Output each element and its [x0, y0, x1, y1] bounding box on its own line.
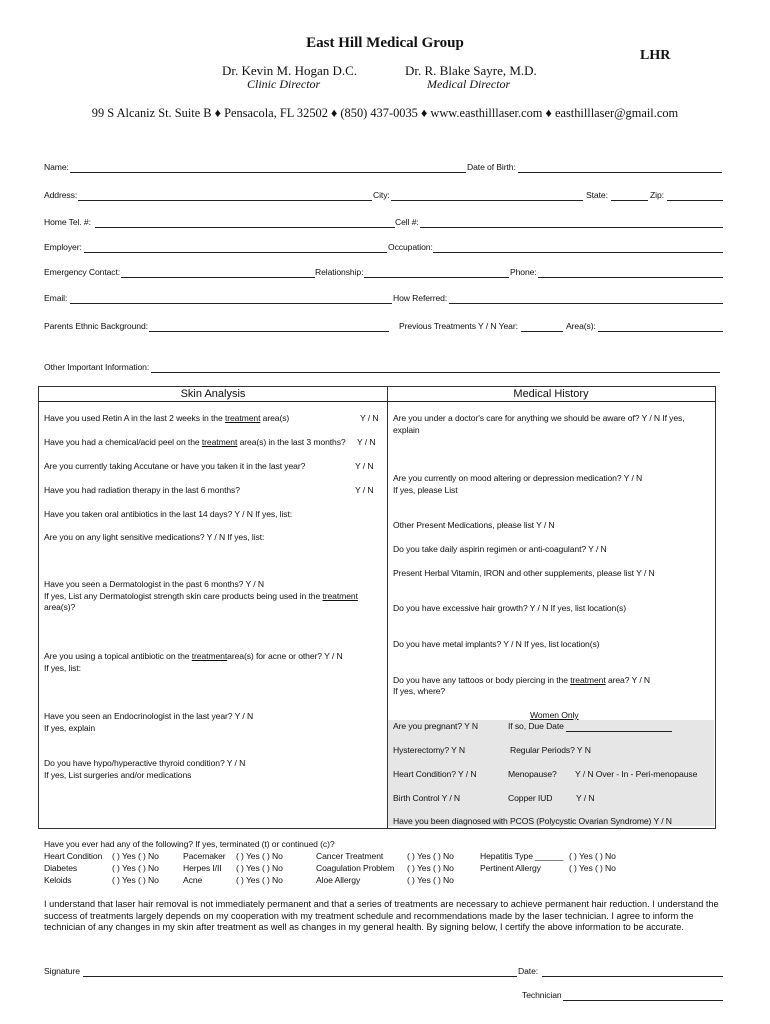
zip-field[interactable] [667, 200, 723, 201]
how-referred-field[interactable] [449, 303, 723, 304]
phone-field[interactable] [538, 277, 723, 278]
cond-yn-checkbox[interactable]: ( ) Yes ( ) No [569, 851, 616, 861]
cond-yn-checkbox[interactable]: ( ) Yes ( ) No [407, 863, 454, 873]
med-m8a: Do you have any tattoos or body piercing in the treatment area? Y / N [393, 675, 650, 685]
women-q2b: Regular Periods? Y N [510, 745, 591, 755]
cond-yn-checkbox[interactable]: ( ) Yes ( ) No [236, 851, 283, 861]
skin-q4-yn[interactable]: Y / N [355, 485, 374, 495]
skin-q1: Have you used Retin A in the last 2 weeks in the treatment area(s) [44, 413, 290, 423]
home-tel-label: Home Tel. #: [44, 217, 91, 227]
emergency-label: Emergency Contact: [44, 267, 121, 277]
women-q2: Hysterectomy? Y N [393, 745, 466, 755]
med-m3: Other Present Medications, please list Y / N [393, 520, 555, 530]
consent-text: I understand that laser hair removal is not immediately permanent and that a series of treatments are necessary to achieve permanent hair reduction. I understand the success of treatments largely depends on my cooperation with my treatment schedule and recommendations made by the laser technician. I agree to inform the technician of any changes in my skin after treatment as well as changes in my general health. By signing below, I certify the above information to be accurate. [44, 899, 719, 932]
cond-name-label: Hepatitis Type ______ [480, 851, 564, 861]
name-label: Name: [44, 162, 69, 172]
women-q4: Birth Control Y / N [393, 793, 461, 803]
address-line: 99 S Alcaniz St. Suite B ♦ Pensacola, FL 32502 ♦ (850) 437-0035 ♦ www.easthilllaser.com ♦ easthilllaser@gmail.com [91, 106, 679, 120]
signature-field[interactable] [83, 976, 517, 977]
doctor1-name: Dr. Kevin M. Hogan D.C. [222, 63, 358, 78]
cond-name-label: Acne [183, 875, 203, 885]
cond-yn-checkbox[interactable]: ( ) Yes ( ) No [112, 851, 159, 861]
header-divider [39, 401, 715, 402]
women-q4b: Copper IUD [508, 793, 553, 803]
skin-q7c: area(s)? [44, 602, 76, 612]
skin-q7b: If yes, List any Dermatologist strength skin care products being used in the treatment [44, 591, 358, 601]
parents-ethnic-field[interactable] [149, 331, 389, 332]
med-m2a: Are you currently on mood altering or depression medication? Y / N [393, 473, 643, 483]
dob-field[interactable] [518, 172, 722, 173]
skin-q2: Have you had a chemical/acid peel on the treatment area(s) in the last 3 months? [44, 437, 346, 447]
women-q4c: Y / N [576, 793, 595, 803]
skin-q10b: If yes, List surgeries and/or medications [44, 770, 192, 780]
cell-label: Cell #: [395, 217, 419, 227]
medical-history-heading: Medical History [513, 388, 589, 400]
cond-yn-checkbox[interactable]: ( ) Yes ( ) No [112, 863, 159, 873]
skin-q3: Are you currently taking Accutane or have you taken it in the last year? [44, 461, 306, 471]
skin-q8a: Are you using a topical antibiotic on the treatmentarea(s) for acne or other? Y / N [44, 651, 343, 661]
date-label: Date: [518, 966, 539, 976]
occupation-label: Occupation: [388, 242, 433, 252]
women-q5: Have you been diagnosed with PCOS (Polycystic Ovarian Syndrome) Y / N [393, 816, 672, 826]
city-label: City: [373, 190, 390, 200]
occupation-field[interactable] [433, 252, 723, 253]
skin-q10a: Do you have hypo/hyperactive thyroid condition? Y / N [44, 758, 246, 768]
skin-q7a: Have you seen a Dermatologist in the past 6 months? Y / N [44, 579, 264, 589]
women-q3c: Y / N Over - In - Peri-menopause [575, 769, 698, 779]
skin-analysis-heading: Skin Analysis [180, 388, 246, 400]
name-field[interactable] [70, 172, 466, 173]
women-q3b: Menopause? [508, 769, 557, 779]
skin-q3-yn[interactable]: Y / N [355, 461, 374, 471]
cond-yn-checkbox[interactable]: ( ) Yes ( ) No [407, 851, 454, 861]
conditions-intro: Have you ever had any of the following? If yes, terminated (t) or continued (c)? [44, 839, 335, 849]
skin-q1-yn[interactable]: Y / N [360, 413, 379, 423]
address-field[interactable] [78, 200, 372, 201]
phone-label: Phone: [510, 267, 537, 277]
skin-q6: Are you on any light sensitive medications? Y / N If yes, list: [44, 532, 265, 542]
cond-yn-checkbox[interactable]: ( ) Yes ( ) No [236, 863, 283, 873]
med-m1b: explain [393, 425, 420, 435]
skin-q2-yn[interactable]: Y / N [357, 437, 376, 447]
technician-label: Technician [522, 990, 562, 1000]
state-field[interactable] [611, 200, 648, 201]
cond-name-label: Coagulation Problem [316, 863, 395, 873]
cond-yn-checkbox[interactable]: ( ) Yes ( ) No [407, 875, 454, 885]
prev-treatments-year-field[interactable] [521, 331, 563, 332]
med-m5: Present Herbal Vitamin, IRON and other supplements, please list Y / N [393, 568, 655, 578]
relationship-field[interactable] [364, 277, 509, 278]
women-q1b: If so, Due Date [508, 721, 564, 731]
cond-name-label: Heart Condition [44, 851, 103, 861]
cond-yn-checkbox[interactable]: ( ) Yes ( ) No [569, 863, 616, 873]
med-m4: Do you take daily aspirin regimen or anti-coagulant? Y / N [393, 544, 607, 554]
med-m7: Do you have metal implants? Y / N If yes, list location(s) [393, 639, 600, 649]
skin-q8b: If yes, list: [44, 663, 81, 673]
skin-q9a: Have you seen an Endocrinologist in the last year? Y / N [44, 711, 254, 721]
city-field[interactable] [391, 200, 583, 201]
cond-yn-checkbox[interactable]: ( ) Yes ( ) No [236, 875, 283, 885]
med-m6: Do you have excessive hair growth? Y / N If yes, list location(s) [393, 603, 626, 613]
areas-label: Area(s): [566, 321, 596, 331]
address-label: Address: [44, 190, 78, 200]
signature-label: Signature [44, 966, 80, 976]
email-field[interactable] [70, 303, 392, 304]
women-q1: Are you pregnant? Y N [393, 721, 479, 731]
cond-name-label: Diabetes [44, 863, 78, 873]
med-m8b: If yes, where? [393, 686, 446, 696]
cond-name-label: Aloe Allergy [316, 875, 361, 885]
cond-name-label: Pacemaker [183, 851, 226, 861]
employer-label: Employer: [44, 242, 82, 252]
cond-yn-checkbox[interactable]: ( ) Yes ( ) No [112, 875, 159, 885]
skin-q5: Have you taken oral antibiotics in the last 14 days? Y / N If yes, list: [44, 509, 293, 519]
clinic-title: East Hill Medical Group [306, 35, 464, 51]
relationship-label: Relationship: [315, 267, 364, 277]
med-m1a: Are you under a doctor's care for anything we should be aware of? Y / N If yes, [393, 413, 685, 423]
parents-ethnic-label: Parents Ethnic Background: [44, 321, 148, 331]
skin-q9b: If yes, explain [44, 723, 96, 733]
due-date-field[interactable] [566, 731, 672, 732]
areas-field[interactable] [598, 331, 723, 332]
cond-name-label: Herpes I/II [183, 863, 222, 873]
other-info-label: Other Important Information: [44, 362, 150, 372]
dob-label: Date of Birth: [467, 162, 516, 172]
email-label: Email: [44, 293, 68, 303]
date-field[interactable] [542, 976, 723, 977]
cond-name-label: Keloids [44, 875, 72, 885]
zip-label: Zip: [650, 190, 664, 200]
doctor2-name: Dr. R. Blake Sayre, M.D. [405, 63, 537, 78]
med-m2b: If yes, please List [393, 485, 458, 495]
state-label: State: [586, 190, 608, 200]
technician-field[interactable] [563, 1000, 723, 1001]
form-code: LHR [640, 48, 671, 63]
how-referred-label: How Referred: [393, 293, 448, 303]
doctor2-role: Medical Director [427, 77, 511, 91]
employer-field[interactable] [84, 252, 387, 253]
women-only-heading: Women Only [530, 710, 579, 720]
other-info-field[interactable] [151, 372, 720, 373]
home-tel-field[interactable] [95, 227, 395, 228]
emergency-field[interactable] [121, 277, 315, 278]
doctor1-role: Clinic Director [247, 77, 321, 91]
skin-q4: Have you had radiation therapy in the last 6 months? [44, 485, 240, 495]
cond-name-label: Cancer Treatment [316, 851, 384, 861]
prev-treatments-label: Previous Treatments Y / N Year: [399, 321, 518, 331]
cell-field[interactable] [420, 227, 723, 228]
women-q3: Heart Condition? Y / N [393, 769, 477, 779]
cond-name-label: Pertinent Allergy [480, 863, 541, 873]
